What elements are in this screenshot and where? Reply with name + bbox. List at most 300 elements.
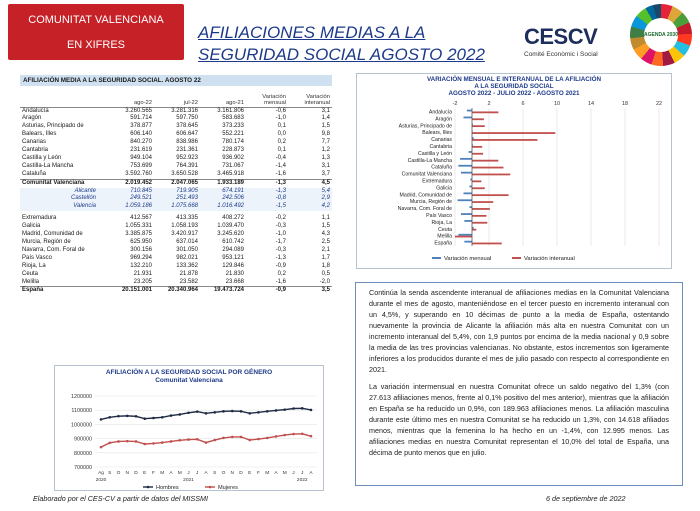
- table-header-row: [20, 88, 332, 107]
- page-title: AFILIACIONES MEDIAS A LA SEGURIDAD SOCIAL AGOSTO 2022: [198, 23, 485, 64]
- data-point: [266, 437, 269, 440]
- table-cell: 1.933.189: [200, 179, 246, 187]
- bar-interanual: [472, 132, 555, 134]
- x-tick-label: M: [265, 471, 270, 476]
- data-point: [283, 434, 286, 437]
- table-cell: -1,5: [246, 203, 288, 211]
- data-point: [205, 441, 208, 444]
- table-cell: 3,5: [288, 287, 332, 295]
- agenda-2030-logo: [630, 4, 692, 66]
- data-point: [231, 436, 234, 439]
- table-cell: 1.075.668: [154, 203, 200, 211]
- y-tick-label: 1000000: [71, 422, 92, 429]
- table-cell: 710.845: [108, 188, 154, 196]
- table-cell: 9,8: [321, 131, 330, 138]
- table-cell: -1,6: [275, 278, 286, 285]
- data-point: [257, 411, 260, 414]
- table-cell: Balears, Illes: [22, 131, 57, 138]
- table-cell: 936.902: [222, 154, 244, 161]
- table-cell: 1.039.470: [217, 223, 244, 230]
- analysis-paragraph-1: Continúa la senda ascendente interanual de afiliaciones medias en la Comunitat Valenciana durante el mes de agosto, manteniéndose en el tercer puesto en incremento interanual con un 4,5%, y superando en 10 décimas de punto a la media de España, ostentando nuevamente la provincia de Alicante la afiliación más alta en nuestra Comunitat con un incremento interanual del 5,4%, con 1,9 puntos por encima de la media nacional y 0,9 sobre la media de las tres provincias valencianas. No obstante, estos incrementos son ligeramente inferiores a los producidos durante el mes de julio pasado con respecto al correspondiente en 2021.: [369, 288, 669, 374]
- data-point: [126, 415, 129, 418]
- table-cell: 731.067: [222, 162, 244, 169]
- bar-mensual: [464, 241, 472, 243]
- x-tick-label: M: [160, 471, 165, 476]
- table-header-cell: Variación interanual: [288, 88, 332, 107]
- table-cell: 2,9: [288, 195, 332, 203]
- data-point: [152, 417, 155, 420]
- table-row: [20, 195, 332, 203]
- table-cell: 591.714: [130, 115, 152, 122]
- bar-mensual: [458, 234, 472, 236]
- legend-swatch: [512, 257, 521, 259]
- table-cell: -1,3: [246, 188, 288, 196]
- data-point: [178, 439, 181, 442]
- table-cell: 0,5: [321, 270, 330, 277]
- cescv-logo: [524, 24, 620, 58]
- table-header-cell: Variación mensual: [246, 88, 288, 107]
- table-cell: -0,3: [275, 223, 286, 230]
- bar-interanual: [472, 180, 481, 182]
- x-tick-label: 6: [521, 101, 525, 107]
- legend-label: Hombres: [156, 485, 179, 491]
- y-tick-label: 1100000: [71, 408, 92, 415]
- x-tick-label: A: [204, 471, 208, 476]
- bar-mensual: [467, 110, 472, 112]
- x-tick-label: N: [125, 471, 129, 476]
- table-cell: 1.016.492: [200, 203, 246, 211]
- data-point: [143, 417, 146, 420]
- variation-chart-title-line: A LA SEGURIDAD SOCIAL: [474, 83, 554, 90]
- table-cell: 1.059.186: [108, 203, 154, 211]
- table-row: [20, 115, 332, 123]
- table-cell: -0,4: [275, 154, 286, 161]
- category-label: Navarra, Com. Foral de: [397, 206, 452, 213]
- table-cell: Valencia: [20, 203, 108, 211]
- bar-interanual: [472, 146, 482, 148]
- data-point: [135, 440, 138, 443]
- table-cell: 753.699: [130, 162, 152, 169]
- table-cell: Castellón: [20, 195, 108, 203]
- table-cell: Castilla-La Mancha: [22, 162, 74, 169]
- x-tick-label: A: [169, 471, 173, 476]
- category-label: Cantabria: [429, 143, 452, 150]
- bar-mensual: [464, 192, 473, 194]
- table-cell: 1,5: [321, 123, 330, 130]
- variation-chart-title-line: VARIACIÓN MENSUAL E INTERANUAL DE LA AFILIACIÓN: [426, 76, 602, 83]
- table-row: [20, 147, 332, 155]
- x-tick-label: J: [301, 471, 304, 476]
- table-cell: 20.151.001: [108, 287, 154, 295]
- table-cell: 764.391: [176, 162, 198, 169]
- table-cell: 719.905: [154, 188, 200, 196]
- table-cell: -0,3: [275, 246, 286, 253]
- y-tick-label: 900000: [74, 436, 92, 443]
- table-cell: 0,2: [277, 270, 286, 277]
- table-title: AFILIACIÓN MEDIA A LA SEGURIDAD SOCIAL. AGOSTO 22: [20, 75, 332, 86]
- x-tick-label: J: [196, 471, 199, 476]
- data-point: [117, 415, 120, 418]
- table-cell: 2,5: [321, 239, 330, 245]
- data-point: [213, 411, 216, 414]
- bar-interanual: [472, 167, 503, 169]
- category-label: Aragón: [435, 116, 452, 123]
- table-cell: 19.473.724: [200, 287, 246, 295]
- category-label: Castilla-La Mancha: [407, 157, 452, 164]
- table-cell: 378.645: [176, 123, 198, 130]
- data-point: [222, 437, 225, 440]
- table-cell: 23.205: [133, 278, 152, 285]
- table-cell: 231.361: [176, 147, 198, 154]
- table-cell: Andalucía: [22, 107, 49, 114]
- category-label: Comunitat Valenciana: [401, 171, 452, 178]
- x-tick-label: O: [116, 471, 121, 476]
- x-tick-label: 18: [621, 101, 629, 107]
- agenda-text: AGENDA 2030: [644, 18, 678, 52]
- table-cell: Cantabria: [22, 147, 49, 154]
- bar-interanual: [472, 111, 498, 113]
- table-cell: 4,5: [288, 179, 332, 187]
- x-tick-label: -2: [452, 101, 458, 107]
- x-tick-label: M: [177, 471, 182, 476]
- table-cell: -0,9: [275, 262, 286, 269]
- table-cell: 969.294: [130, 254, 152, 261]
- table-cell: 610.742: [222, 239, 244, 245]
- category-label: Extremadura: [422, 178, 452, 185]
- x-tick-label: D: [134, 471, 138, 476]
- table-cell: 228.873: [222, 147, 244, 154]
- table-cell: 21.878: [179, 270, 198, 277]
- data-point: [310, 435, 313, 438]
- table-cell: 953.121: [222, 254, 244, 261]
- bar-interanual: [472, 160, 498, 162]
- data-point: [266, 410, 269, 413]
- table-cell: 412.567: [130, 215, 152, 222]
- data-point: [178, 413, 181, 416]
- data-point: [187, 438, 190, 441]
- table-cell: 674.191: [200, 188, 246, 196]
- table-cell: Aragón: [22, 115, 42, 122]
- table-cell: -0,6: [275, 107, 286, 114]
- table-cell: 3.465.918: [217, 170, 244, 177]
- category-label: Madrid, Comunidad de: [399, 192, 452, 199]
- table-cell: 0,1: [277, 123, 286, 130]
- table-cell: 1,2: [321, 147, 330, 154]
- category-label: Melilla: [437, 233, 452, 240]
- table-row: [20, 171, 332, 179]
- table-cell: 1,5: [321, 223, 330, 230]
- x-tick-label: S: [213, 471, 217, 476]
- bar-interanual: [472, 118, 484, 120]
- logo-subtitle: Comité Econòmic i Social: [524, 51, 598, 58]
- bar-mensual: [461, 172, 472, 174]
- table-cell: -2,0: [319, 278, 330, 285]
- table-cell: Madrid, Comunidad de: [22, 231, 83, 238]
- table-cell: -1,0: [275, 231, 286, 238]
- x-tick-label: J: [292, 471, 295, 476]
- data-point: [100, 418, 103, 421]
- table-cell: Ceuta: [22, 270, 39, 277]
- table-cell: 3.650.528: [171, 170, 198, 177]
- table-cell: Comunitat Valenciana: [20, 179, 108, 187]
- table-header-cell: jul-22: [154, 88, 200, 107]
- x-tick-label: E: [143, 471, 147, 476]
- table-row: [20, 107, 332, 115]
- table-cell: 625.950: [130, 239, 152, 245]
- x-year-label: 2022: [296, 478, 308, 483]
- table-row: [20, 223, 332, 231]
- bar-interanual: [472, 215, 486, 217]
- table-cell: 3.385.875: [125, 231, 152, 238]
- table-cell: 3.161.806: [217, 107, 244, 114]
- table-cell: Melilla: [22, 278, 40, 285]
- table-cell: 1,3: [321, 154, 330, 161]
- x-tick-label: 14: [587, 101, 595, 107]
- table-cell: 840.270: [130, 139, 152, 146]
- table-cell: 231.619: [130, 147, 152, 154]
- table-row: [20, 239, 332, 247]
- table-cell: 132.210: [130, 262, 152, 269]
- affiliation-table: [20, 88, 332, 295]
- bar-mensual: [464, 117, 473, 119]
- table-cell: 2,1: [321, 246, 330, 253]
- table-cell: 1.055.331: [125, 223, 152, 230]
- x-tick-label: M: [282, 471, 287, 476]
- legend-swatch: [432, 257, 441, 259]
- data-point: [292, 407, 295, 410]
- header-badge: [8, 4, 184, 60]
- data-point: [283, 408, 286, 411]
- legend-label: Variación interanual: [524, 256, 575, 262]
- legend-marker: [209, 486, 212, 489]
- table-row: [20, 123, 332, 131]
- bar-interanual: [472, 187, 485, 189]
- category-label: Balears, Illes: [422, 130, 452, 137]
- table-cell: -0,2: [275, 215, 286, 222]
- footer-source: Elaborado por el CES-CV a partir de datos del MISSMI: [33, 494, 208, 503]
- table-cell: 606.140: [130, 131, 152, 138]
- table-cell: 1,4: [321, 115, 330, 122]
- table-cell: 373.233: [222, 123, 244, 130]
- gender-chart-svg: [55, 366, 325, 492]
- table-cell: 249.521: [108, 195, 154, 203]
- data-point: [126, 440, 129, 443]
- table-row: [20, 188, 332, 196]
- bar-interanual: [472, 194, 509, 196]
- data-point: [135, 415, 138, 418]
- data-point: [301, 407, 304, 410]
- x-tick-label: Ag: [98, 471, 104, 476]
- table-cell: 1,7: [321, 254, 330, 261]
- variation-chart: [356, 73, 672, 269]
- table-cell: 301.050: [176, 246, 198, 253]
- table-row: [20, 139, 332, 147]
- x-tick-label: F: [152, 471, 155, 476]
- table-row: [20, 155, 332, 163]
- bar-interanual: [472, 153, 483, 155]
- table-cell: 0,0: [277, 131, 286, 138]
- table-cell: 552.221: [222, 131, 244, 138]
- bar-interanual: [455, 236, 472, 238]
- bar-interanual: [472, 201, 493, 203]
- table-cell: 21.830: [225, 270, 244, 277]
- table-cell: -0,8: [246, 195, 288, 203]
- y-tick-label: 700000: [74, 465, 92, 471]
- data-point: [161, 441, 164, 444]
- table-cell: País Vasco: [22, 254, 52, 261]
- table-cell: -1,3: [275, 254, 286, 261]
- data-point: [248, 412, 251, 415]
- table-cell: 0,2: [277, 139, 286, 146]
- table-cell: 408.272: [222, 215, 244, 222]
- table-cell: -1,6: [275, 170, 286, 177]
- table-cell: Asturias, Principado de: [22, 123, 84, 130]
- data-point: [205, 412, 208, 415]
- table-cell: Rioja, La: [22, 262, 46, 269]
- legend-marker: [147, 486, 150, 489]
- table-cell: 1,1: [321, 215, 330, 222]
- analysis-paragraph-2: La variación intermensual en nuestra Comunitat ofrece un saldo negativo del 1,3% (con 27.613 afiliaciones menos, frente al 0,1% positivo del mes anterior), mientras que la afiliación en España se ha reducido un 0,9%, con 189.963 afiliaciones menos. La afiliación masculina durante este último mes en nuestra Comunitat se ha reducido un 1,3%, con 14.618 afiliados menos, mientras que la femenina lo ha hecho en un -1,4%, con 12.995 menos. Las afiliaciones medias en nuestra Comunitat representan el 10,0% del total de España, una décima de punto menos que en julio.: [369, 382, 669, 457]
- category-label: Ceuta: [438, 226, 452, 233]
- table-row: [20, 279, 332, 287]
- table-cell: 3,1: [321, 107, 330, 114]
- table-cell: -1,7: [275, 239, 286, 245]
- data-point: [301, 432, 304, 435]
- table-cell: 637.014: [176, 239, 198, 245]
- table-row: [20, 263, 332, 271]
- table-cell: 133.362: [176, 262, 198, 269]
- category-label: Murcia, Región de: [409, 199, 452, 206]
- table-cell: 3.245.620: [217, 231, 244, 238]
- table-cell: 982.021: [176, 254, 198, 261]
- x-tick-label: 10: [553, 101, 561, 107]
- x-tick-label: N: [230, 471, 234, 476]
- table-row: [20, 163, 332, 171]
- table-cell: 3.420.917: [171, 231, 198, 238]
- table-cell: 23.668: [225, 278, 244, 285]
- table-row: [20, 215, 332, 223]
- x-tick-label: 2: [487, 101, 491, 107]
- data-point: [161, 416, 164, 419]
- data-point: [117, 440, 120, 443]
- bar-interanual: [472, 139, 537, 141]
- table-cell: 23.582: [179, 278, 198, 285]
- x-year-label: 2020: [95, 478, 107, 483]
- bar-mensual: [469, 151, 472, 153]
- table-cell: -1,4: [275, 162, 286, 169]
- table-cell: Castilla y León: [22, 154, 62, 161]
- data-point: [231, 410, 234, 413]
- bar-mensual: [458, 165, 472, 167]
- table-cell: -1,0: [275, 115, 286, 122]
- bar-mensual: [460, 158, 472, 160]
- table-cell: 4,2: [288, 203, 332, 211]
- data-point: [292, 433, 295, 436]
- bar-mensual: [461, 213, 472, 215]
- table-cell: 780.174: [222, 139, 244, 146]
- x-year-label: 2021: [183, 478, 194, 483]
- bar-mensual: [464, 220, 472, 222]
- bar-interanual: [472, 222, 487, 224]
- data-point: [213, 439, 216, 442]
- table-header-cell: [20, 88, 108, 107]
- table-header-cell: ago-22: [108, 88, 154, 107]
- data-point: [240, 410, 243, 413]
- table-cell: 251.493: [154, 195, 200, 203]
- legend-label: Variación mensual: [444, 256, 492, 262]
- table-cell: 2.047.065: [154, 179, 200, 187]
- table-row: [20, 131, 332, 139]
- data-point: [240, 436, 243, 439]
- data-point: [108, 416, 111, 419]
- bar-mensual: [458, 199, 472, 201]
- data-point: [170, 414, 173, 417]
- gender-chart-subtitle: Comunitat Valenciana: [155, 377, 223, 384]
- table-row: [20, 203, 332, 211]
- x-tick-label: D: [239, 471, 243, 476]
- category-label: País Vasco: [426, 212, 452, 219]
- data-point: [108, 442, 111, 445]
- bar-interanual: [472, 243, 502, 245]
- table-cell: 949.104: [130, 154, 152, 161]
- table-cell: 2.019.452: [108, 179, 154, 187]
- bar-interanual: [472, 208, 490, 210]
- logo-text: CESCV: [524, 24, 598, 49]
- bar-interanual: [472, 229, 476, 231]
- variation-chart-title-line: AGOSTO 2022 - JULIO 2022 - AGOSTO 2021: [448, 90, 580, 97]
- category-label: Galicia: [436, 185, 452, 192]
- table-cell: 294.089: [222, 246, 244, 253]
- data-point: [257, 438, 260, 441]
- data-point: [152, 442, 155, 445]
- table-cell: Navarra, Com. Foral de: [22, 246, 85, 253]
- category-label: Canarias: [431, 137, 452, 144]
- y-tick-label: 1200000: [71, 394, 92, 400]
- table-row: [20, 179, 332, 187]
- gender-chart-title-text: AFILIACIÓN A LA SEGURIDAD SOCIAL POR GÉNERO: [105, 369, 273, 376]
- category-label: Cataluña: [431, 164, 452, 171]
- table-cell: 606.647: [176, 131, 198, 138]
- x-tick-label: A: [274, 471, 278, 476]
- table-cell: 242.506: [200, 195, 246, 203]
- table-cell: España: [20, 287, 108, 295]
- table-cell: 7,7: [321, 139, 330, 146]
- badge-line-1: COMUNITAT VALENCIANA: [28, 14, 164, 26]
- category-label: Andalucía: [428, 109, 452, 116]
- legend-label: Mujeres: [218, 485, 238, 491]
- table-cell: Canarias: [22, 139, 47, 146]
- category-label: Rioja, La: [431, 219, 452, 226]
- table-cell: 300.156: [130, 246, 152, 253]
- x-tick-label: S: [108, 471, 112, 476]
- table-cell: Extremadura: [22, 215, 57, 222]
- table-cell: 378.877: [130, 123, 152, 130]
- x-tick-label: 22: [655, 101, 663, 107]
- data-point: [196, 438, 199, 441]
- variation-chart-svg: [357, 74, 673, 270]
- table-cell: 0,1: [277, 147, 286, 154]
- data-point: [187, 411, 190, 414]
- table-cell: Alicante: [20, 188, 108, 196]
- category-label: Asturias, Principado de: [398, 123, 452, 130]
- table-cell: 597.750: [176, 115, 198, 122]
- table-cell: Murcia, Región de: [22, 239, 71, 245]
- table-cell: 20.340.964: [154, 287, 200, 295]
- category-label: España: [434, 240, 452, 247]
- data-point: [275, 409, 278, 412]
- table-cell: Cataluña: [22, 170, 47, 177]
- table-cell: 413.335: [176, 215, 198, 222]
